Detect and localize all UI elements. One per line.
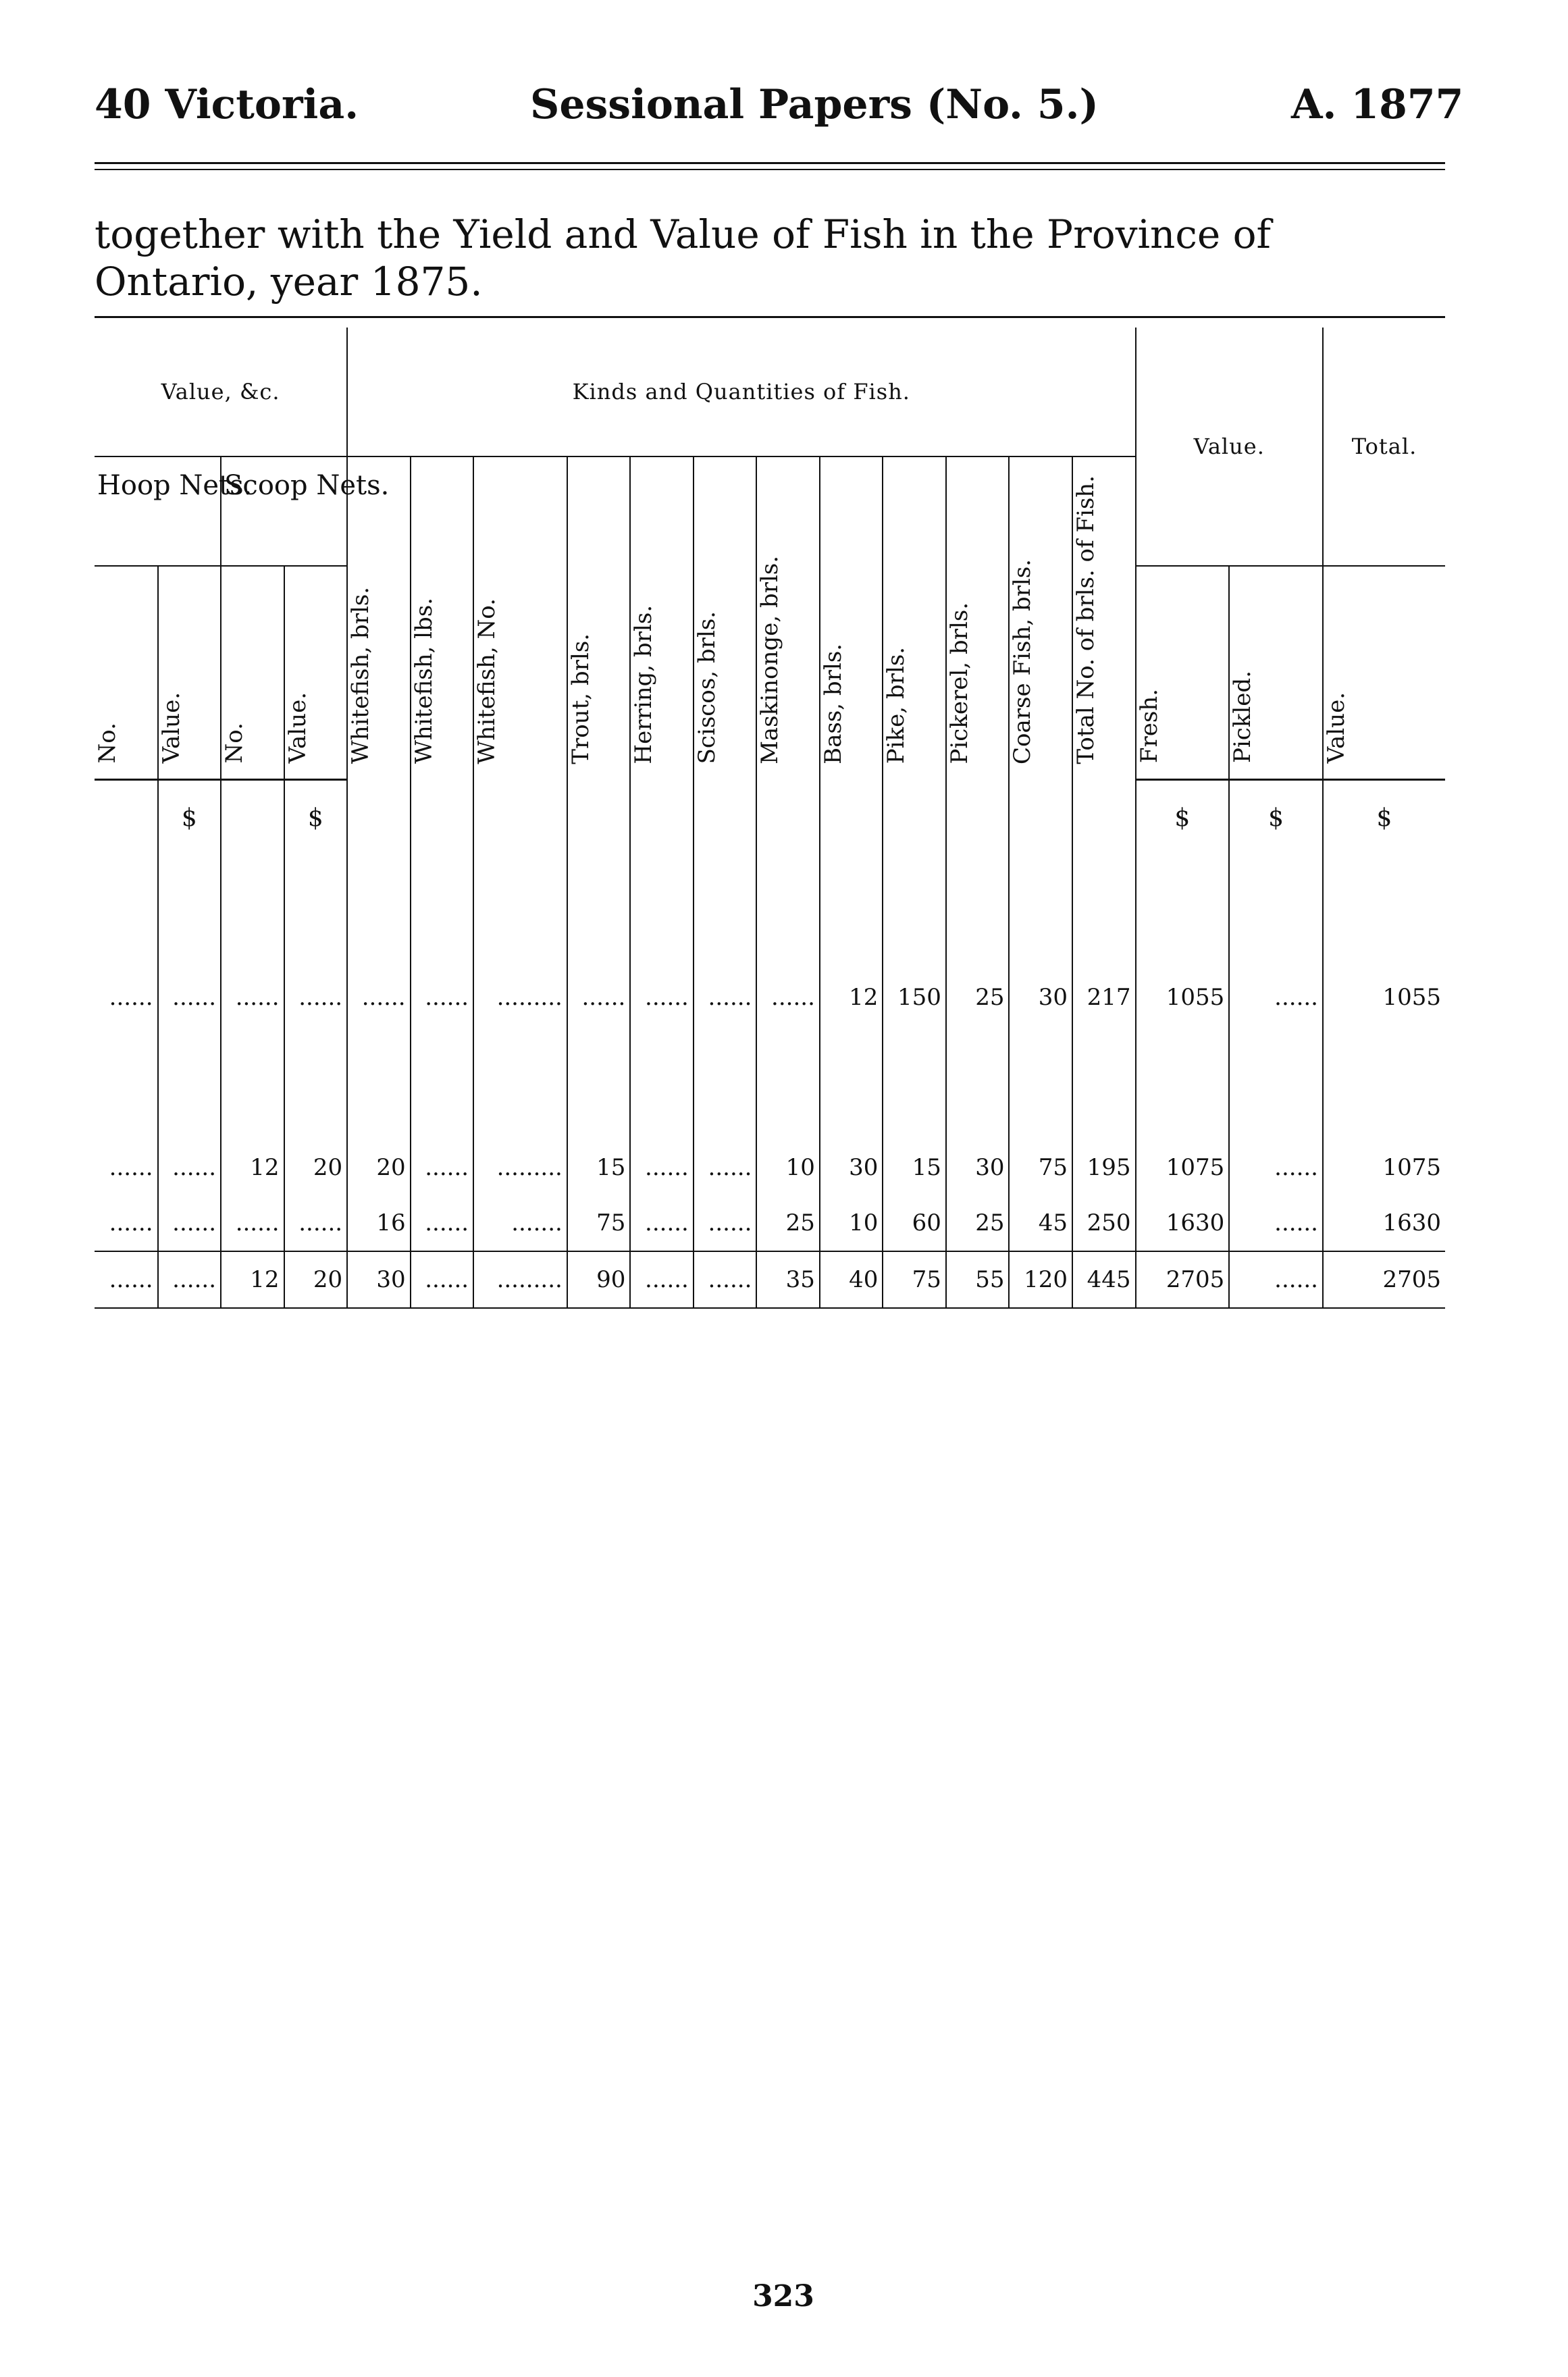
currency-cell: [567, 780, 631, 856]
table-cell: .........: [473, 970, 567, 1025]
header-left: 40 Victoria.: [95, 81, 359, 128]
table-cell: 60: [883, 1195, 946, 1251]
currency-cell: [221, 780, 284, 856]
currency-cell: [411, 780, 474, 856]
table-cell: 150: [883, 970, 946, 1025]
table-cell: ......: [630, 970, 694, 1025]
total-cell: 40: [820, 1251, 883, 1308]
table-cell: ......: [567, 970, 631, 1025]
table-cell: 1055: [1323, 970, 1445, 1025]
header-right: A. 1877: [1291, 81, 1464, 128]
total-cell: ......: [411, 1251, 474, 1308]
table-cell: ......: [158, 1195, 221, 1251]
table-cell: 75: [1009, 1140, 1072, 1195]
table-cell: 25: [946, 970, 1010, 1025]
intro-text: together with the Yield and Value of Fish in the Province of Ontario, year 1875.: [95, 211, 1272, 305]
total-cell: 120: [1009, 1251, 1072, 1308]
table-row: [95, 1195, 1445, 1251]
col-pike-brls: Pike, brls.: [883, 456, 946, 780]
table-cell: 1075: [1323, 1140, 1445, 1195]
fish-yield-table: [95, 328, 1445, 1309]
total-cell: 445: [1072, 1251, 1136, 1308]
col-whitefish-no: Whitefish, No.: [473, 456, 567, 780]
table-cell: ......: [694, 970, 757, 1025]
table-cell: ......: [158, 1140, 221, 1195]
total-cell: ......: [95, 1251, 158, 1308]
table-cell: 30: [820, 1140, 883, 1195]
total-cell: 30: [347, 1251, 411, 1308]
table-cell: .........: [473, 1140, 567, 1195]
currency-cell: [1072, 780, 1136, 856]
col-bass-brls: Bass, brls.: [820, 456, 883, 780]
total-cell: 2705: [1323, 1251, 1445, 1308]
total-cell: ......: [158, 1251, 221, 1308]
total-cell: 90: [567, 1251, 631, 1308]
currency-cell: [756, 780, 820, 856]
group-header-value: Value.: [1136, 328, 1323, 566]
table-cell: ......: [756, 970, 820, 1025]
col-whitefish-brls: Whitefish, brls.: [347, 456, 411, 780]
table-cell: 1075: [1136, 1140, 1230, 1195]
table-cell: ......: [411, 1195, 474, 1251]
col-trout-brls: Trout, brls.: [567, 456, 631, 780]
currency-cell: [946, 780, 1010, 856]
col-scoop-no: No.: [221, 566, 284, 780]
currency-cell: $: [1136, 780, 1230, 856]
currency-cell: [694, 780, 757, 856]
table-cell: ......: [1229, 1140, 1323, 1195]
col-total-brls: Total No. of brls. of Fish.: [1072, 456, 1136, 780]
table-cell: ......: [158, 970, 221, 1025]
table-cell: 217: [1072, 970, 1136, 1025]
table-cell: ......: [694, 1140, 757, 1195]
col-hoop-no: No.: [95, 566, 158, 780]
table-cell: 20: [284, 1140, 348, 1195]
header-rule-bottom: [95, 169, 1445, 170]
currency-cell: [473, 780, 567, 856]
currency-cell: [820, 780, 883, 856]
table-cell: 45: [1009, 1195, 1072, 1251]
table-cell: 30: [946, 1140, 1010, 1195]
total-cell: ......: [1229, 1251, 1323, 1308]
table-cell: 12: [820, 970, 883, 1025]
table-cell: 1055: [1136, 970, 1230, 1025]
total-cell: .........: [473, 1251, 567, 1308]
currency-row: [95, 780, 1445, 856]
table-cell: ......: [411, 970, 474, 1025]
table-cell: .......: [473, 1195, 567, 1251]
totals-row: [95, 1251, 1445, 1308]
table-cell: ......: [109, 984, 153, 1011]
table-cell: 195: [1072, 1140, 1136, 1195]
currency-cell: $: [1323, 780, 1445, 856]
col-hoop-value: Value.: [158, 566, 221, 780]
table-cell: ......: [284, 1195, 348, 1251]
currency-cell: $: [284, 780, 348, 856]
table-cell: 16: [347, 1195, 411, 1251]
table-cell: ......: [284, 970, 348, 1025]
table-cell: ......: [221, 1195, 284, 1251]
header-rule-top: [95, 162, 1445, 164]
table-cell: ......: [221, 970, 284, 1025]
table-row: [95, 1140, 1445, 1195]
table-cell: 12: [221, 1140, 284, 1195]
col-maskinonge-brls: Maskinonge, brls.: [756, 456, 820, 780]
table-top-rule: [95, 316, 1445, 318]
currency-cell: [630, 780, 694, 856]
table-cell: 15: [567, 1140, 631, 1195]
table-cell: 10: [820, 1195, 883, 1251]
total-cell: 55: [946, 1251, 1010, 1308]
table-cell: 30: [1009, 970, 1072, 1025]
table-cell: 250: [1072, 1195, 1136, 1251]
table-cell: ......: [411, 1140, 474, 1195]
col-total-value: Value.: [1323, 566, 1445, 780]
sub-header-hoop-nets: Hoop Nets.: [95, 456, 221, 566]
currency-cell: [1009, 780, 1072, 856]
table-cell: ......: [109, 1154, 153, 1181]
table-cell: 75: [567, 1195, 631, 1251]
page-number: 323: [752, 2279, 814, 2314]
table-cell: ......: [109, 1209, 153, 1236]
total-cell: 75: [883, 1251, 946, 1308]
table-cell: 1630: [1136, 1195, 1230, 1251]
spacer-row: [95, 855, 1445, 970]
col-whitefish-lbs: Whitefish, lbs.: [411, 456, 474, 780]
table-cell: ......: [1229, 1195, 1323, 1251]
header-center: Sessional Papers (No. 5.): [530, 81, 1099, 128]
col-scoop-value: Value.: [284, 566, 348, 780]
col-herring-brls: Herring, brls.: [630, 456, 694, 780]
group-header-total: Total.: [1323, 328, 1445, 566]
table-cell: ......: [347, 970, 411, 1025]
table-cell: 15: [883, 1140, 946, 1195]
table-cell: 25: [756, 1195, 820, 1251]
sub-header-scoop-nets: Scoop Nets.: [221, 456, 347, 566]
table-row: [95, 970, 1445, 1025]
spacer-row: [95, 1025, 1445, 1140]
table-cell: ......: [630, 1140, 694, 1195]
table-cell: ......: [694, 1195, 757, 1251]
total-cell: 12: [221, 1251, 284, 1308]
total-cell: ......: [630, 1251, 694, 1308]
currency-cell: $: [1229, 780, 1323, 856]
table-cell: 25: [946, 1195, 1010, 1251]
col-coarse-fish-brls: Coarse Fish, brls.: [1009, 456, 1072, 780]
total-cell: 20: [284, 1251, 348, 1308]
table-cell: 1630: [1323, 1195, 1445, 1251]
col-sciscos-brls: Sciscos, brls.: [694, 456, 757, 780]
group-header-kinds: Kinds and Quantities of Fish.: [347, 328, 1135, 456]
total-cell: 35: [756, 1251, 820, 1308]
col-pickerel-brls: Pickerel, brls.: [946, 456, 1010, 780]
col-pickled: Pickled.: [1229, 566, 1323, 780]
total-cell: 2705: [1136, 1251, 1230, 1308]
currency-cell: [347, 780, 411, 856]
group-header-value-etc: Value, &c.: [95, 328, 347, 456]
table-cell: 10: [756, 1140, 820, 1195]
currency-cell: $: [158, 780, 221, 856]
table-cell: 20: [347, 1140, 411, 1195]
col-fresh: Fresh.: [1136, 566, 1230, 780]
table-cell: ......: [1229, 970, 1323, 1025]
table-cell: ......: [630, 1195, 694, 1251]
currency-cell: [883, 780, 946, 856]
currency-cell: [95, 780, 158, 856]
total-cell: ......: [694, 1251, 757, 1308]
